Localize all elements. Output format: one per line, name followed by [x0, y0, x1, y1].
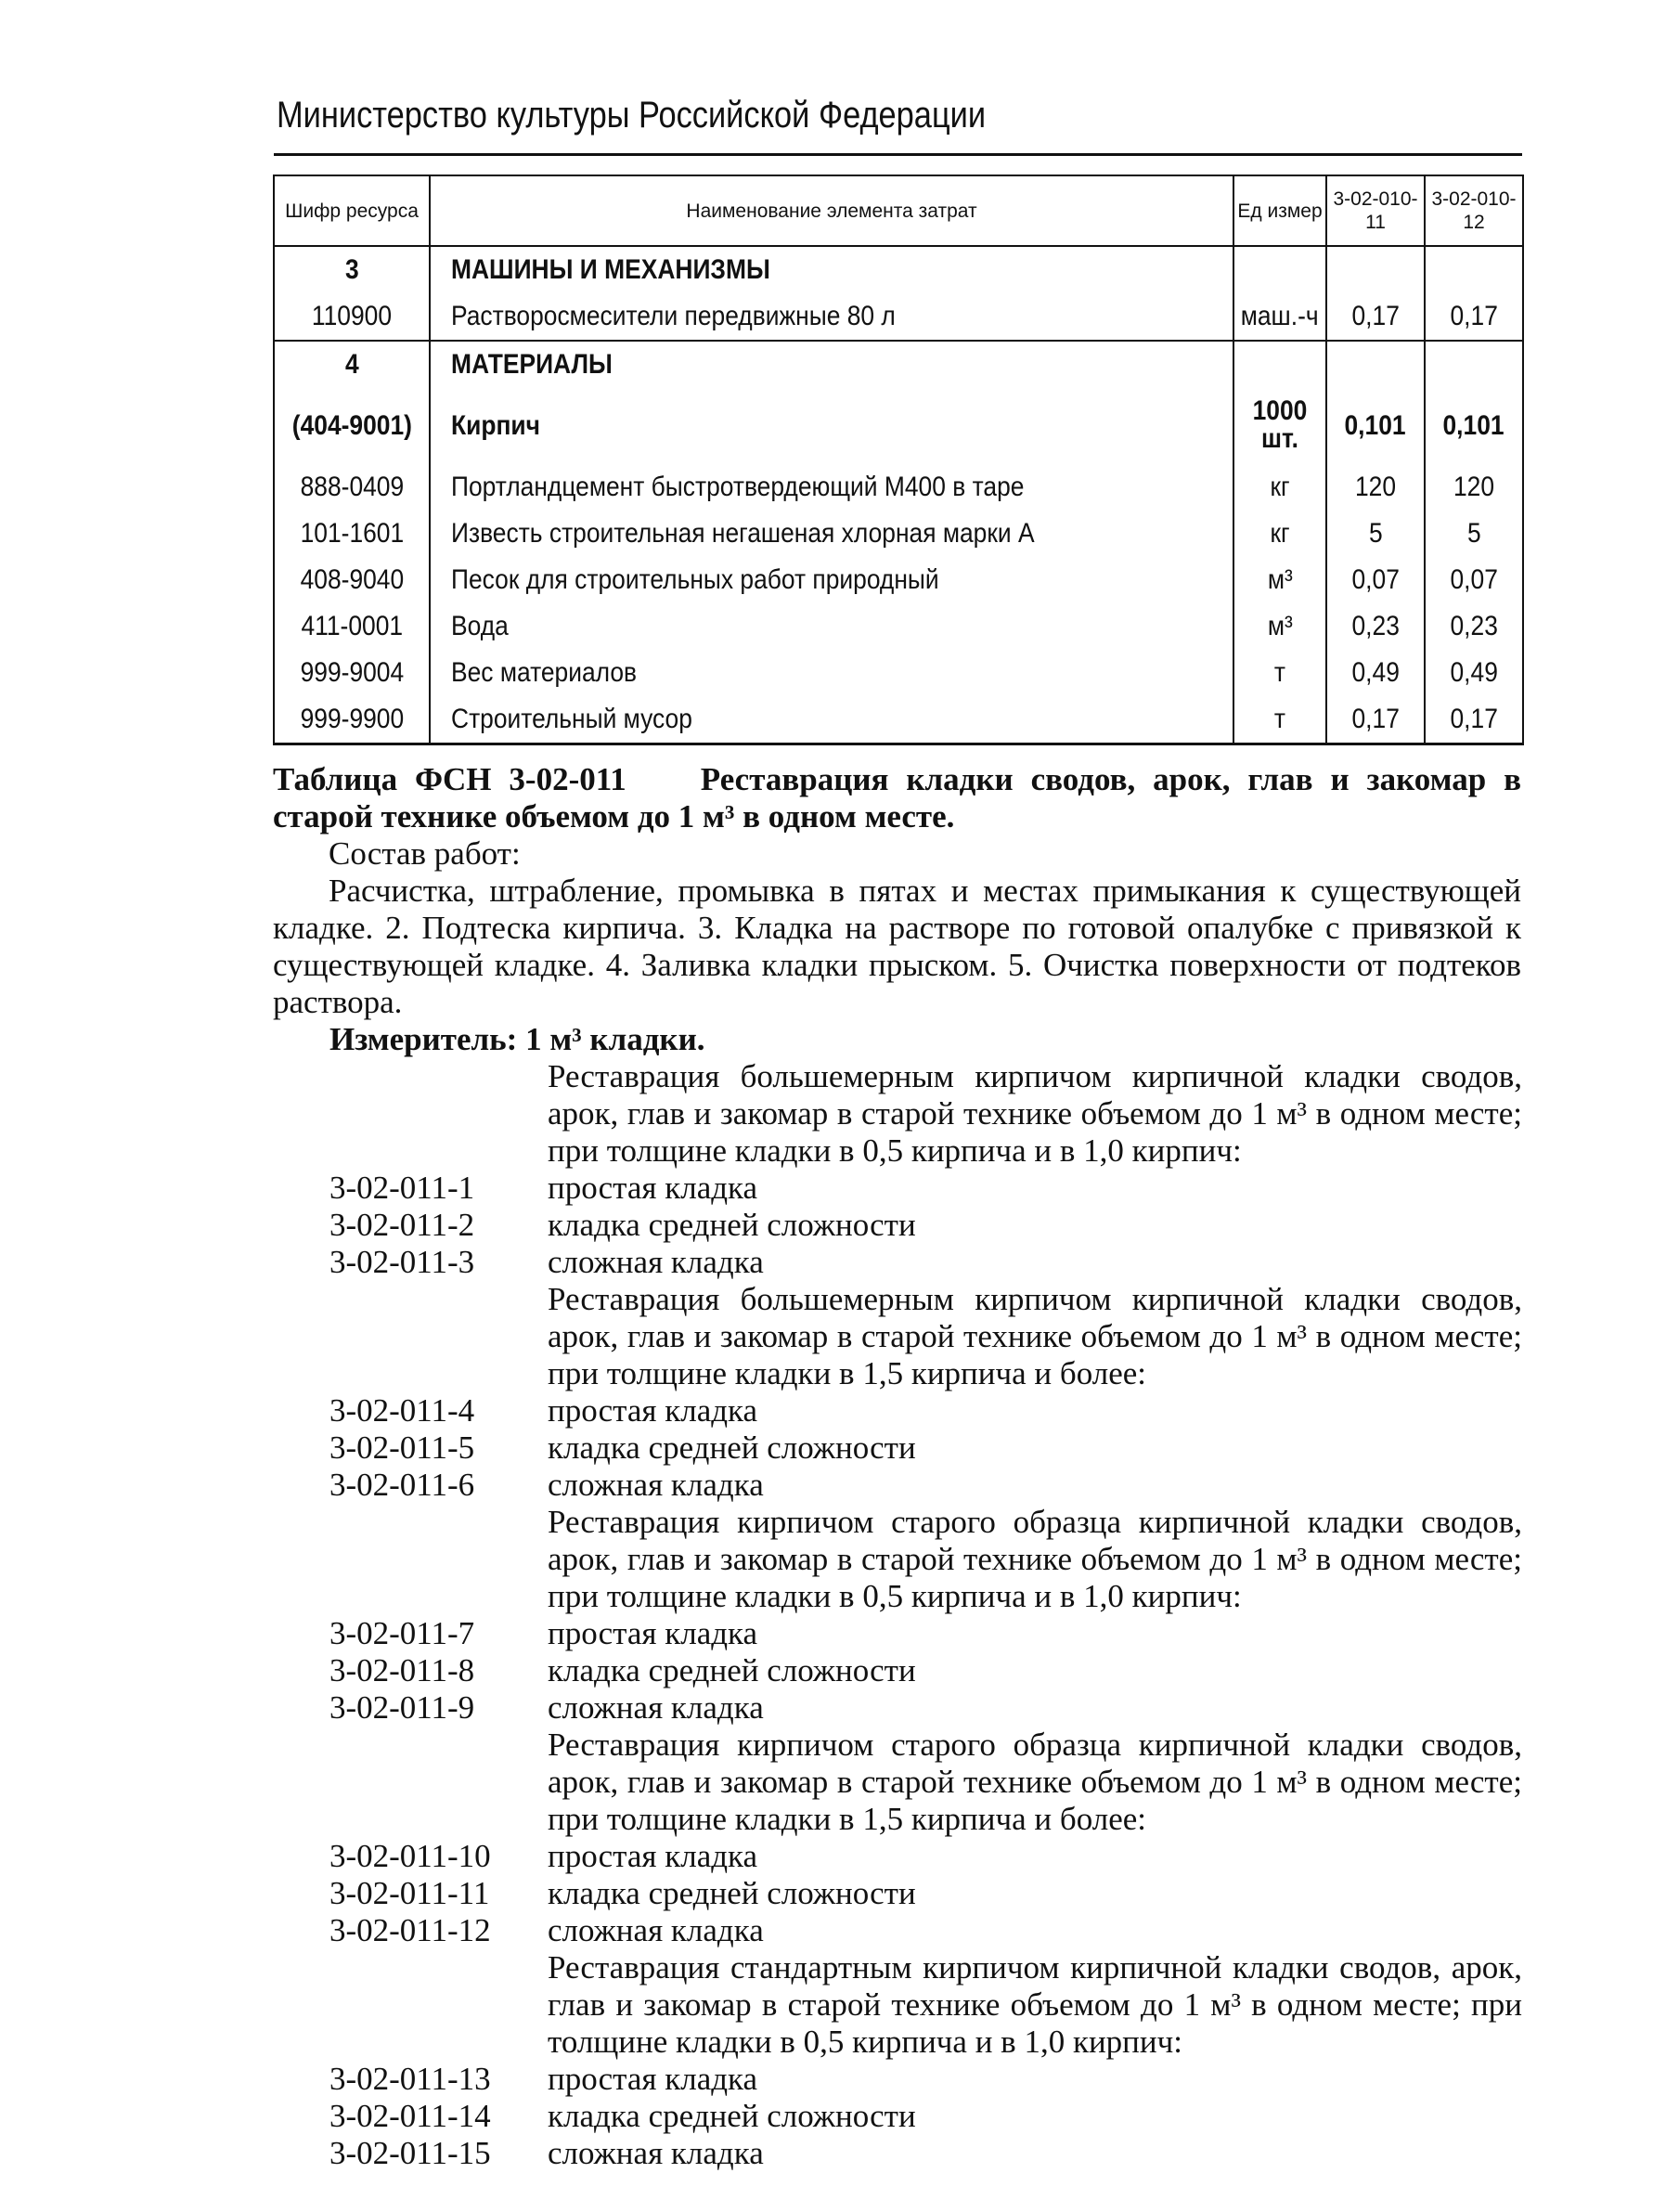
norm-text: простая кладка [548, 1392, 758, 1429]
norm-text: сложная кладка [548, 1689, 764, 1726]
cell-value-text: 0,07 [1450, 564, 1498, 595]
cell-code-text: 101-1601 [300, 518, 404, 549]
table-row [274, 511, 1523, 557]
norm-code: 3-02-011-5 [329, 1429, 475, 1466]
norm-code: 3-02-011-9 [329, 1689, 475, 1726]
cell-value-text: 0,07 [1351, 564, 1400, 595]
cell-code [274, 388, 430, 464]
table-header-row [274, 175, 1523, 246]
norm-item [329, 1912, 1522, 1949]
cell-unit [1233, 293, 1326, 341]
norm-code: 3-02-011-11 [329, 1875, 490, 1911]
cell-code [274, 341, 430, 388]
cell-value [1326, 696, 1425, 744]
cell-code-text: 411-0001 [301, 611, 403, 641]
cell-value-text: 0,23 [1351, 611, 1400, 641]
norm-group-heading [329, 1504, 1522, 1615]
norm-text: сложная кладка [548, 1467, 764, 1503]
norm-code [329, 1949, 548, 2061]
norm-code: 3-02-011-3 [329, 1244, 475, 1280]
norm-item [329, 1838, 1522, 1875]
cell-unit-text: кг [1270, 472, 1290, 502]
cell-unit-text: маш.-ч [1241, 301, 1319, 331]
cell-unit [1233, 464, 1326, 511]
cell-value [1326, 557, 1425, 603]
cell-value [1425, 603, 1523, 650]
cell-value [1326, 293, 1425, 341]
cell-value [1425, 696, 1523, 744]
cell-code-text: 408-9040 [300, 564, 404, 595]
cell-unit-text: м³ [1267, 564, 1293, 595]
cell-value-text: 5 [1368, 518, 1383, 549]
norm-text: простая кладка [548, 2061, 758, 2097]
norm-text: простая кладка [548, 1838, 758, 1874]
cell-name [430, 696, 1233, 744]
norm-code: 3-02-011-7 [329, 1615, 475, 1651]
cell-code-text: 888-0409 [300, 472, 404, 502]
norm-item [329, 1652, 1522, 1689]
cell-value [1326, 388, 1425, 464]
cell-value [1425, 464, 1523, 511]
measure-unit: Измеритель: 1 м³ кладки. [329, 1021, 705, 1057]
cell-unit [1233, 246, 1326, 293]
cell-name-text: Известь строительная негашеная хлорная марки А [451, 518, 1035, 549]
table-row [274, 388, 1523, 464]
cell-value-text: 0,49 [1351, 657, 1400, 688]
norm-text: Реставрация большемерным кирпичом кирпичной кладки сводов, арок, глав и закомар в старой технике объемом до 1 м³ в одном месте; при толщине кладки в 0,5 кирпича и в 1,0 кирпич: [548, 1058, 1522, 1169]
column-header: Наименование элемента затрат [430, 175, 1233, 246]
cell-name-text: Вода [451, 611, 509, 641]
norm-code: 3-02-011-2 [329, 1207, 475, 1243]
cell-name [430, 511, 1233, 557]
column-header: Шифр ресурса [274, 175, 430, 246]
cell-name-text: МАШИНЫ И МЕХАНИЗМЫ [451, 254, 770, 285]
cell-name-text: МАТЕРИАЛЫ [451, 349, 613, 380]
cell-code-text: (404-9001) [291, 410, 412, 441]
cell-code-text: 999-9900 [300, 704, 404, 734]
cell-unit [1233, 557, 1326, 603]
norm-item [329, 1392, 1522, 1429]
cell-code [274, 511, 430, 557]
norm-text: Реставрация кирпичом старого образца кирпичной кладки сводов, арок, глав и закомар в старой технике объемом до 1 м³ в одном месте; при толщине кладки в 0,5 кирпича и в 1,0 кирпич: [548, 1504, 1522, 1614]
cell-code [274, 293, 430, 341]
norm-item [329, 2098, 1522, 2135]
norm-text: сложная кладка [548, 1244, 764, 1280]
cell-unit [1233, 650, 1326, 696]
cell-value [1425, 293, 1523, 341]
norm-code: 3-02-011-6 [329, 1467, 475, 1503]
table-row [274, 650, 1523, 696]
cell-name [430, 293, 1233, 341]
norm-text: сложная кладка [548, 2135, 764, 2171]
cell-unit-text: 1000 шт. [1252, 395, 1308, 454]
work-composition-text: Расчистка, штрабление, промывка в пятах и местах примыкания к существующей кладке. 2. Подтеска кирпича. 3. Кладка на растворе по готовой опалубке с привязкой к существующей кладке. 4. Заливка кладки прыском. 5. Очистка поверхности от подтеков раствора. [273, 873, 1521, 1020]
cell-code [274, 246, 430, 293]
norm-text: кладка средней сложности [548, 1207, 916, 1243]
column-header: 3-02-010-11 [1326, 175, 1425, 246]
cell-code-text: 110900 [311, 301, 393, 331]
cell-value [1425, 246, 1523, 293]
table-row [274, 246, 1523, 293]
norm-text: сложная кладка [548, 1912, 764, 1948]
norm-code: 3-02-011-4 [329, 1392, 475, 1429]
cell-name-text: Кирпич [451, 410, 540, 441]
cell-code [274, 464, 430, 511]
norm-item [329, 1467, 1522, 1504]
table-row [274, 293, 1523, 341]
cell-name [430, 388, 1233, 464]
cell-value [1326, 464, 1425, 511]
cell-value [1425, 650, 1523, 696]
norm-item [329, 1207, 1522, 1244]
norm-code [329, 1504, 548, 1615]
norm-group-heading [329, 1281, 1522, 1392]
norm-text: кладка средней сложности [548, 1875, 916, 1911]
cell-unit-text: м³ [1267, 611, 1293, 641]
cell-name-text: Песок для строительных работ природный [451, 564, 939, 595]
cell-name-text: Растворосмесители передвижные 80 л [451, 301, 896, 331]
norm-code: 3-02-011-8 [329, 1652, 475, 1688]
cell-value-text: 0,17 [1450, 301, 1498, 331]
cell-value-text: 0,23 [1450, 611, 1498, 641]
norm-item [329, 1689, 1522, 1727]
cell-value-text: 0,17 [1450, 704, 1498, 734]
norm-code [329, 1281, 548, 1392]
cell-value-text: 0,17 [1351, 301, 1400, 331]
norm-code [329, 1727, 548, 1838]
cell-value-text: 0,17 [1351, 704, 1400, 734]
cell-value [1326, 341, 1425, 388]
table-row [274, 603, 1523, 650]
cell-code-text: 4 [344, 349, 359, 380]
cell-code [274, 603, 430, 650]
cell-value-text: 5 [1466, 518, 1481, 549]
cell-value-text: 0,101 [1344, 410, 1407, 441]
cell-name [430, 557, 1233, 603]
norm-item [329, 1875, 1522, 1912]
cell-name [430, 341, 1233, 388]
cell-code-text: 999-9004 [300, 657, 404, 688]
cell-value-text: 120 [1354, 472, 1397, 502]
norm-group-heading [329, 1727, 1522, 1838]
cell-value [1425, 388, 1523, 464]
column-header: 3-02-010-12 [1425, 175, 1523, 246]
cell-name [430, 603, 1233, 650]
cell-name [430, 650, 1233, 696]
norm-code [329, 1058, 548, 1170]
work-composition-label: Состав работ: [329, 835, 521, 872]
column-header: Ед измер [1233, 175, 1326, 246]
table-row [274, 557, 1523, 603]
cell-unit [1233, 388, 1326, 464]
cell-value [1326, 246, 1425, 293]
norm-code: 3-02-011-13 [329, 2061, 491, 2097]
norm-code: 3-02-011-10 [329, 1838, 491, 1874]
norm-group-heading [329, 1949, 1522, 2061]
resource-table-wrap [273, 175, 1524, 745]
cell-name-text: Портландцемент быстротвердеющий М400 в таре [451, 472, 1025, 502]
section-code: Таблица ФСН 3-02-011 [273, 761, 626, 797]
norm-text: простая кладка [548, 1615, 758, 1651]
cell-code [274, 650, 430, 696]
cell-unit-text: т [1273, 704, 1286, 734]
norm-item [329, 1244, 1522, 1281]
norm-text: Реставрация кирпичом старого образца кирпичной кладки сводов, арок, глав и закомар в старой технике объемом до 1 м³ в одном месте; при толщине кладки в 1,5 кирпича и более: [548, 1727, 1522, 1837]
table-row [274, 696, 1523, 744]
norm-text: Реставрация стандартным кирпичом кирпичной кладки сводов, арок, глав и закомар в старой технике объемом до 1 м³ в одном месте; при толщине кладки в 0,5 кирпича и в 1,0 кирпич: [548, 1949, 1522, 2060]
cell-unit-text: кг [1270, 518, 1290, 549]
section-heading: Реставрация кладки сводов, арок, глав и закомар в старой технике объемом до 1 м³ в одном месте. [273, 761, 1521, 834]
page-header: Министерство культуры Российской Федерации [277, 95, 987, 136]
norm-item [329, 1429, 1522, 1467]
norm-text: кладка средней сложности [548, 1652, 916, 1688]
cell-code [274, 696, 430, 744]
norm-text: кладка средней сложности [548, 2098, 916, 2134]
table-body [274, 246, 1523, 744]
norm-item [329, 1170, 1522, 1207]
cell-value-text: 0,49 [1450, 657, 1498, 688]
table-row [274, 464, 1523, 511]
norm-item [329, 2135, 1522, 2172]
norm-code: 3-02-011-12 [329, 1912, 491, 1948]
cell-value [1326, 650, 1425, 696]
cell-value [1425, 341, 1523, 388]
cell-value [1425, 557, 1523, 603]
section-title [273, 761, 1521, 835]
cell-value-text: 0,101 [1442, 410, 1505, 441]
cell-value [1326, 603, 1425, 650]
cell-name-text: Вес материалов [451, 657, 638, 688]
cell-value-text: 120 [1453, 472, 1495, 502]
norm-item [329, 2061, 1522, 2098]
cell-unit-text: т [1273, 657, 1286, 688]
norm-group-heading [329, 1058, 1522, 1170]
cell-value [1326, 511, 1425, 557]
header-rule [274, 153, 1522, 156]
norm-code: 3-02-011-1 [329, 1170, 475, 1206]
norm-text: Реставрация большемерным кирпичом кирпичной кладки сводов, арок, глав и закомар в старой технике объемом до 1 м³ в одном месте; при толщине кладки в 1,5 кирпича и более: [548, 1281, 1522, 1391]
cell-name-text: Строительный мусор [451, 704, 692, 734]
cell-code-text: 3 [344, 254, 359, 285]
cell-unit [1233, 341, 1326, 388]
cell-unit [1233, 603, 1326, 650]
cell-unit [1233, 696, 1326, 744]
resource-table [273, 175, 1524, 745]
cell-name [430, 464, 1233, 511]
cell-value [1425, 511, 1523, 557]
table-row [274, 341, 1523, 388]
norm-text: кладка средней сложности [548, 1429, 916, 1466]
norm-entries [329, 1058, 1522, 2172]
norm-item [329, 1615, 1522, 1652]
cell-code [274, 557, 430, 603]
norm-code: 3-02-011-15 [329, 2135, 491, 2171]
cell-name [430, 246, 1233, 293]
norm-text: простая кладка [548, 1170, 758, 1206]
norm-code: 3-02-011-14 [329, 2098, 491, 2134]
cell-unit [1233, 511, 1326, 557]
